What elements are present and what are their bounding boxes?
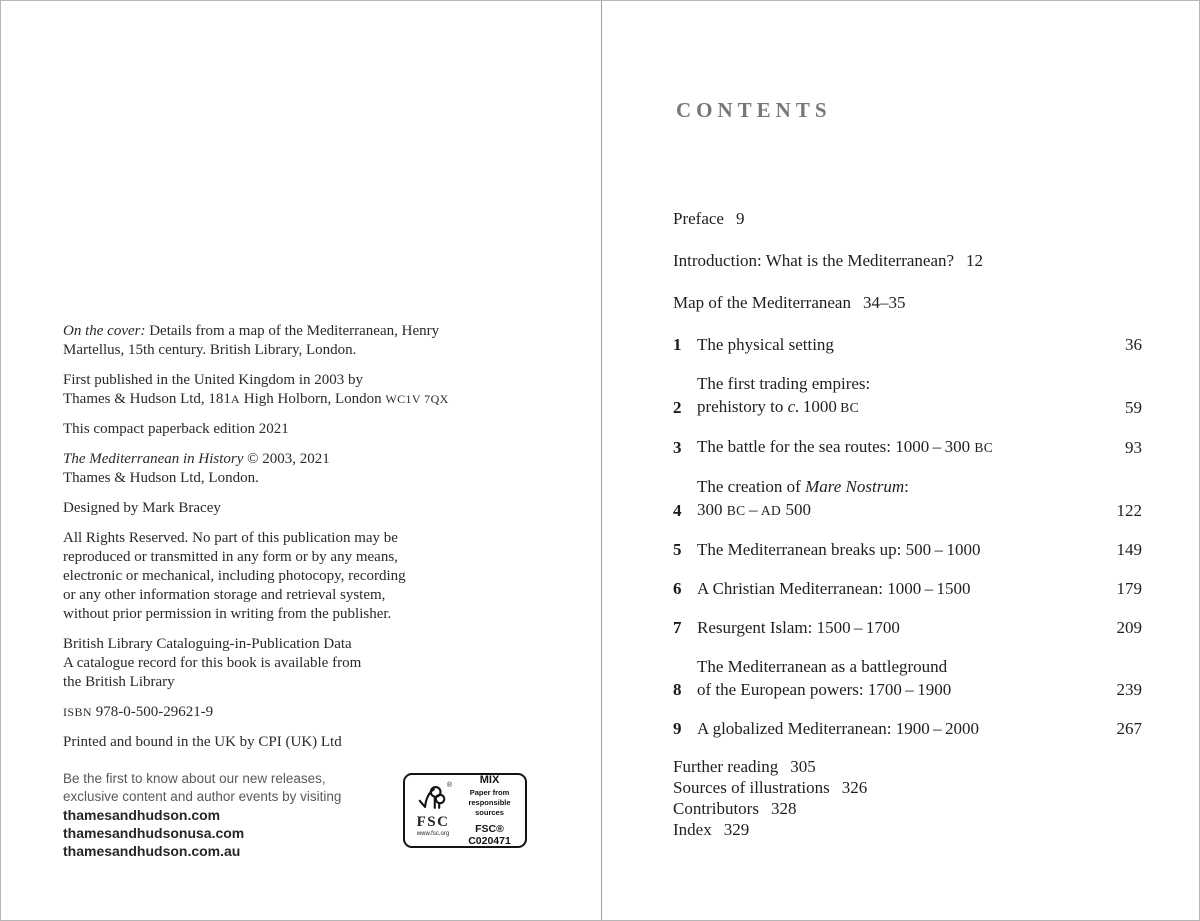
toc-entry [673,372,1142,419]
colophon [63,322,503,763]
cover-note-text: Details from a map of the Mediterranean, Henry [145,323,440,339]
entry-subtitle: of the European powers: 1700 – 1900 [697,680,952,699]
designer-credit: Designed by Mark Bracey [63,500,221,516]
entry-page-number: 34–35 [862,293,906,312]
entry-page-number: 122 [1116,501,1142,520]
cover-note-line2: Martellus, 15th century. British Library, London. [63,342,357,358]
left-page [1,1,601,921]
chapter-number: 2 [673,398,682,417]
entry-title: Index [673,820,712,839]
publisher-address: Thames & Hudson Ltd, 181 [63,391,231,407]
toc-entry [673,616,1142,639]
toc-entry [673,777,1142,798]
fsc-tree-icon [417,784,449,814]
entry-page-number: 149 [1116,540,1142,559]
toc-entry [673,475,1142,522]
cataloguing-data: British Library Cataloguing-in-Publication Data A catalogue record for this book is available from the British Library [63,636,362,690]
isbn-number: 978-0-500-29621-9 [91,704,214,720]
publication-line1: First published in the United Kingdom in 2003 by [63,372,363,388]
chapter-number: 8 [673,680,682,699]
fsc-mix: MIX [479,774,500,787]
entry-title: The Mediterranean breaks up: 500 – 1000 [697,540,981,559]
entry-title: Contributors [673,799,759,818]
chapter-number: 9 [673,719,682,738]
cover-note [63,322,503,360]
toc [673,207,1142,840]
toc-entry [673,291,1142,314]
entry-title: The battle for the sea routes: 1000 – 300 BC [697,437,994,456]
fsc-label [403,773,527,848]
fsc-website: www.fsc.org [416,831,450,837]
registered-trademark-icon: ® [446,782,452,789]
publisher-url: thamesandhudson.com [63,807,221,823]
entry-title: A globalized Mediterranean: 1900 – 2000 [697,719,980,738]
entry-page-number: 36 [1125,335,1142,354]
toc-entry [673,249,1142,272]
entry-page-number: 305 [790,757,816,776]
toc-entry [673,435,1142,459]
entry-page-number: 59 [1125,398,1142,417]
entry-title: The first trading empires: [697,374,871,393]
toc-entry [673,798,1142,819]
chapter-number: 4 [673,501,682,520]
entry-title: The creation of Mare Nostrum: [697,477,909,496]
entry-title: Preface [673,209,724,228]
toc-entry [673,655,1142,701]
chapter-number: 7 [673,618,682,637]
chapter-number: 3 [673,438,682,457]
toc-entry [673,717,1142,740]
entry-title: A Christian Mediterranean: 1000 – 1500 [697,579,971,598]
entry-page-number: 209 [1116,618,1142,637]
entry-title: Sources of illustrations [673,778,830,797]
edition-note: This compact paperback edition 2021 [63,421,289,437]
right-page [602,1,1200,921]
rights-statement: All Rights Reserved. No part of this publication may be reproduced or transmitted in any form or by any means, electronic or mechanical, including photocopy, recording or any other information storage and retrieval system, without prior permission in writing from the publisher. [63,530,406,622]
entry-title: The physical setting [697,335,834,354]
entry-page-number: 93 [1125,438,1142,457]
book-title: The Mediterranean in History [63,451,244,467]
entry-page-number: 267 [1116,719,1142,738]
fsc-claim: Paper from responsible sources [468,788,511,817]
entry-page-number: 239 [1116,680,1142,699]
toc-entry [673,577,1142,600]
entry-subtitle: 300 BC – AD 500 [697,500,811,519]
fsc-acronym: FSC [416,814,450,830]
entry-title: Further reading [673,757,779,776]
publisher-url: thamesandhudson.com.au [63,843,241,859]
contents-heading: CONTENTS [676,98,832,122]
toc-entry [673,756,1142,777]
publisher-url: thamesandhudsonusa.com [63,825,245,841]
fsc-license: FSC® C020471 [468,822,511,847]
entry-page-number: 9 [735,209,745,228]
entry-title: Introduction: What is the Mediterranean? [673,251,955,270]
toc-entry [673,819,1142,840]
isbn-label: ISBN [63,705,92,719]
toc-entry [673,333,1142,356]
entry-page-number: 326 [841,778,868,797]
entry-title: The Mediterranean as a battleground [697,657,948,676]
toc-entry [673,538,1142,561]
printer-note: Printed and bound in the UK by CPI (UK) Ltd [63,734,342,750]
toc-entry [673,207,1142,230]
cover-note-label: On the cover: [63,323,146,339]
chapter-number: 1 [673,335,682,354]
postcode: WC1V 7QX [385,392,449,406]
copyright-notice: The Mediterranean in History © 2003, 2021 Thames & Hudson Ltd, London. [63,451,330,486]
publisher-promo: Be the first to know about our new releases, exclusive content and author events by visiting thamesandhudson.com thamesandhudsonusa.com thamesandhudson.com.au [63,771,342,859]
entry-page-number: 12 [966,251,984,270]
entry-title: Resurgent Islam: 1500 – 1700 [697,618,900,637]
entry-page-number: 328 [770,799,797,818]
chapter-number: 6 [673,579,682,598]
publication-info: First published in the United Kingdom in 2003 by Thames & Hudson Ltd, 181A High Holborn, London WC1V 7QX [63,371,503,409]
entry-subtitle: prehistory to c. 1000 BC [697,397,860,416]
entry-page-number: 179 [1116,579,1142,598]
entry-page-number: 329 [723,820,750,839]
back-matter [673,756,1142,840]
chapter-number: 5 [673,540,682,559]
isbn [63,703,503,722]
entry-title: Map of the Mediterranean [673,293,851,312]
